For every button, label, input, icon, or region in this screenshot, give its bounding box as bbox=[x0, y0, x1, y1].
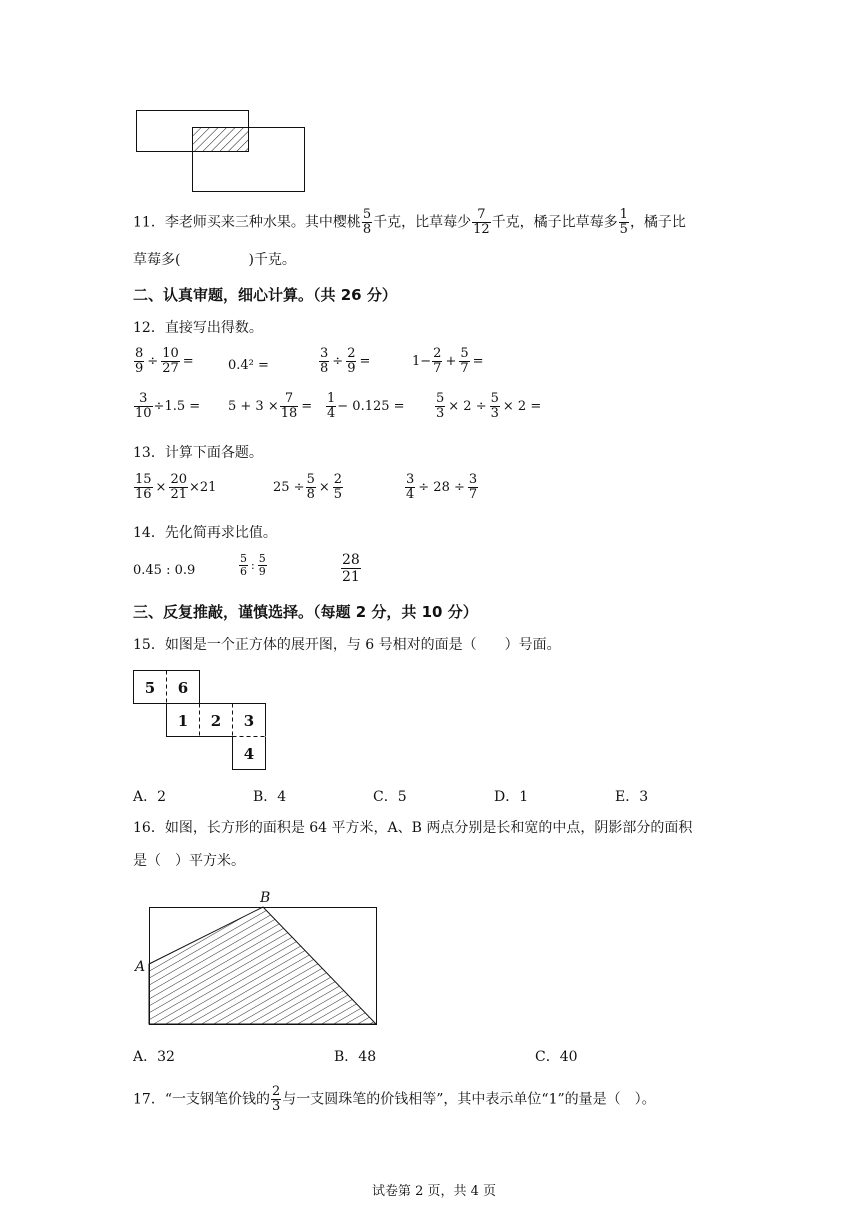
q12-expr-a: $\frac{8}{9}$ ÷ $\frac{10}{27}$ = bbox=[135, 346, 194, 376]
q11-text-3: 千克，橘子比草莓多 bbox=[491, 214, 618, 231]
q11-text-4: ，橘子比 bbox=[629, 214, 686, 231]
question-11-line1 bbox=[133, 208, 686, 237]
q16-option-a[interactable]: A．32 bbox=[133, 1049, 175, 1065]
q11-text-2: 千克，比草莓少 bbox=[373, 214, 472, 231]
cube-face-1: 1 bbox=[177, 712, 189, 730]
q15-option-d[interactable]: D．1 bbox=[494, 789, 529, 805]
q15-option-a[interactable]: A．2 bbox=[133, 789, 167, 805]
q12-expr-f: 5 + 3 × $\frac{7}{18}$ = bbox=[228, 391, 313, 421]
rectangle-shaded-figure bbox=[130, 885, 386, 1030]
cube-face-6: 6 bbox=[177, 679, 189, 697]
question-13-title: 13．计算下面各题。 bbox=[133, 445, 263, 461]
q13-expr-a: $\frac{15}{16}$ × $\frac{20}{21}$ ×21 bbox=[135, 472, 217, 502]
q12-expr-b: 0.4² = bbox=[228, 358, 269, 373]
q11-text-1: 李老师买来三种水果。其中樱桃 bbox=[164, 214, 361, 231]
question-11-line2 bbox=[133, 250, 296, 270]
cube-face-5: 5 bbox=[144, 679, 156, 697]
q12-expr-e: $\frac{3}{10}$ ÷1.5 = bbox=[135, 391, 201, 421]
overlap-rectangles-figure bbox=[130, 105, 310, 197]
section-2-heading: 二、认真审题，细心计算。（共 26 分） bbox=[133, 286, 397, 304]
q13-expr-c: $\frac{3}{4}$ ÷ 28 ÷ $\frac{3}{7}$ bbox=[406, 472, 478, 502]
q15-option-c[interactable]: C．5 bbox=[373, 789, 407, 805]
section-3-heading: 三、反复推敲，谨慎选择。（每题 2 分，共 10 分） bbox=[133, 603, 478, 621]
page-footer: 试卷第 2 页，共 4 页 bbox=[371, 1184, 497, 1199]
point-b-label: B bbox=[260, 890, 271, 906]
q15-option-b[interactable]: B．4 bbox=[253, 789, 287, 805]
q14-expr-a: 0.45 : 0.9 bbox=[133, 563, 196, 578]
q16-option-c[interactable]: C．40 bbox=[535, 1049, 578, 1065]
question-16-line1: 16．如图，长方形的面积是 64 平方米，A、B 两点分别是长和宽的中点，阴影部分的面积 bbox=[133, 820, 693, 836]
q16-option-b[interactable]: B．48 bbox=[334, 1049, 377, 1065]
q12-expr-d: 1− $\frac{2}{7}$ + $\frac{5}{7}$ = bbox=[412, 346, 484, 376]
fraction: $\frac{2}{3}$ bbox=[271, 1084, 281, 1114]
cube-face-4: 4 bbox=[243, 745, 255, 763]
q15-option-e[interactable]: E．3 bbox=[615, 789, 649, 805]
q17-text-2: 与一支圆珠笔的价钱相等”，其中表示单位“1”的量是（ ）。 bbox=[282, 1091, 656, 1108]
question-number: 11． bbox=[133, 214, 165, 231]
q11-text-5: 草莓多( bbox=[133, 252, 181, 268]
question-17-text bbox=[133, 1085, 656, 1114]
fraction: $\frac{1}{5}$ bbox=[619, 207, 628, 237]
fraction: $\frac{7}{12}$ bbox=[473, 207, 490, 237]
cube-net-figure bbox=[130, 668, 270, 774]
q12-expr-g: 1 4 − 0.125 = bbox=[327, 391, 405, 421]
cube-face-3: 3 bbox=[243, 712, 255, 730]
q14-expr-c: 28 21 bbox=[342, 552, 360, 585]
q12-expr-c: $\frac{3}{8}$ ÷ $\frac{2}{9}$ = bbox=[320, 346, 371, 376]
fraction: $\frac{5}{8}$ bbox=[362, 207, 372, 237]
q13-expr-b: 25 ÷ $\frac{5}{8}$ × $\frac{2}{5}$ bbox=[273, 472, 343, 502]
cube-face-2: 2 bbox=[210, 712, 222, 730]
question-16-line2: 是（ ）平方米。 bbox=[133, 853, 245, 869]
q12-expr-h: $\frac{5}{3}$ × 2 ÷ $\frac{5}{3}$ × 2 = bbox=[436, 391, 542, 421]
question-12-title: 12．直接写出得数。 bbox=[133, 320, 263, 336]
q17-text-1: 17．“一支钢笔价钱的 bbox=[133, 1091, 270, 1108]
q11-text-6: )千克。 bbox=[248, 252, 296, 268]
question-15-text: 15．如图是一个正方体的展开图，与 6 号相对的面是（ ）号面。 bbox=[133, 637, 561, 653]
q14-expr-b: 5 6 : 5 9 bbox=[240, 552, 266, 578]
question-14-title: 14．先化简再求比值。 bbox=[133, 525, 277, 541]
point-a-label: A bbox=[135, 959, 146, 975]
